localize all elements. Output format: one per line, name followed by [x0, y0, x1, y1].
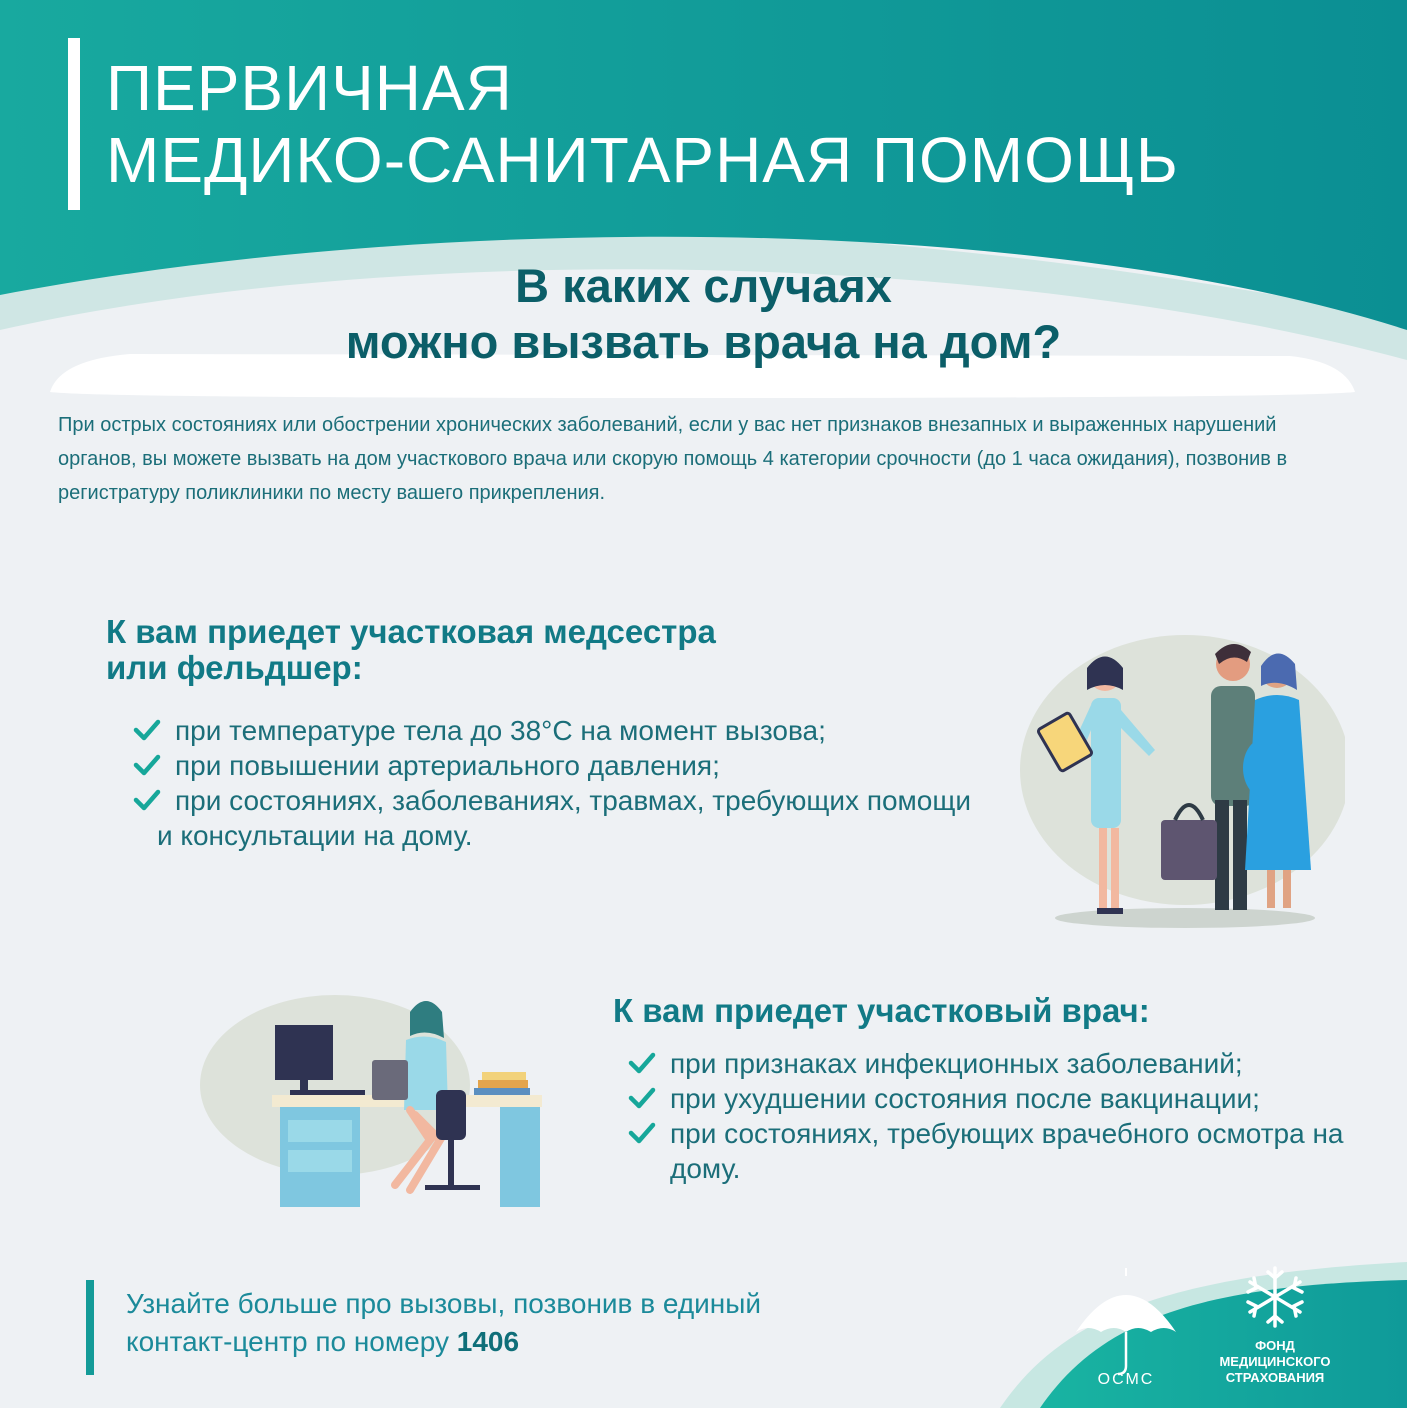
- title-line-2: МЕДИКО-САНИТАРНАЯ ПОМОЩЬ: [106, 124, 1179, 196]
- title-line-1: ПЕРВИЧНАЯ: [106, 52, 513, 124]
- nurse-title-line-1: К вам приедет участковая медсестра: [106, 613, 716, 650]
- check-icon: [628, 1051, 656, 1075]
- contact-phone-number: 1406: [456, 1326, 520, 1357]
- doctor-criteria-list: [628, 1046, 1348, 1186]
- contact-line-1: Узнайте больше про вызовы, позвонив в единый: [126, 1288, 762, 1319]
- contact-text: [126, 1285, 761, 1361]
- nurse-title-line-2: или фельдшер:: [106, 649, 363, 686]
- intro-text: При острых состояниях или обострении хронических заболеваний, если у вас нет признаков внезапных и выраженных нарушений органов, вы можете вызвать на дом участкового врача или скорую помощь 4 категории срочности (до 1 часа ожидания), позвонив в регистратуру поликлиники по месту вашего прикрепления.: [58, 414, 1288, 504]
- check-icon: [628, 1086, 656, 1110]
- list-item-text: при ухудшении состояния после вакцинации;: [670, 1083, 1260, 1114]
- check-icon: [133, 753, 161, 777]
- contact-accent-bar: [86, 1280, 94, 1375]
- fund-logo-line-1: ФОНД: [1255, 1338, 1295, 1353]
- fund-snowflake-logo: [1242, 1264, 1308, 1330]
- check-icon: [133, 718, 161, 742]
- page-title: [106, 52, 1179, 196]
- fund-logo-line-2: МЕДИЦИНСКОГО: [1219, 1354, 1331, 1369]
- fund-logo-line-3: СТРАХОВАНИЯ: [1225, 1370, 1325, 1385]
- doctor-section-title: К вам приедет участковый врач:: [613, 992, 1150, 1029]
- check-icon: [628, 1121, 656, 1145]
- question-line-1: В каких случаях: [515, 259, 892, 312]
- list-item-text: при температуре тела до 38°С на момент вызова;: [175, 715, 826, 746]
- list-item: [133, 783, 973, 853]
- fund-logo-text: [1210, 1338, 1340, 1386]
- nurse-section-title: [106, 614, 716, 686]
- list-item: [133, 748, 973, 783]
- list-item-text: при признаках инфекционных заболеваний;: [670, 1048, 1243, 1079]
- nurse-visit-illustration: [1015, 630, 1345, 930]
- list-item: [628, 1081, 1348, 1116]
- question-line-2: можно вызвать врача на дом?: [345, 315, 1062, 368]
- list-item-text: при состояниях, заболеваниях, травмах, требующих помощи и консультации на дому.: [157, 785, 972, 851]
- list-item-text: при состояниях, требующих врачебного осмотра на дому.: [670, 1118, 1344, 1184]
- list-item-text: при повышении артериального давления;: [175, 750, 720, 781]
- check-icon: [133, 788, 161, 812]
- list-item: [133, 713, 973, 748]
- contact-line-2-prefix: контакт-центр по номеру: [126, 1326, 457, 1357]
- list-item: [628, 1116, 1348, 1186]
- question-heading: [0, 258, 1407, 370]
- osms-logo-text: ОСМС: [1097, 1371, 1155, 1388]
- title-accent-bar: [68, 38, 80, 210]
- list-item: [628, 1046, 1348, 1081]
- nurse-criteria-list: [133, 713, 973, 853]
- doctor-desk-illustration: [200, 990, 550, 1220]
